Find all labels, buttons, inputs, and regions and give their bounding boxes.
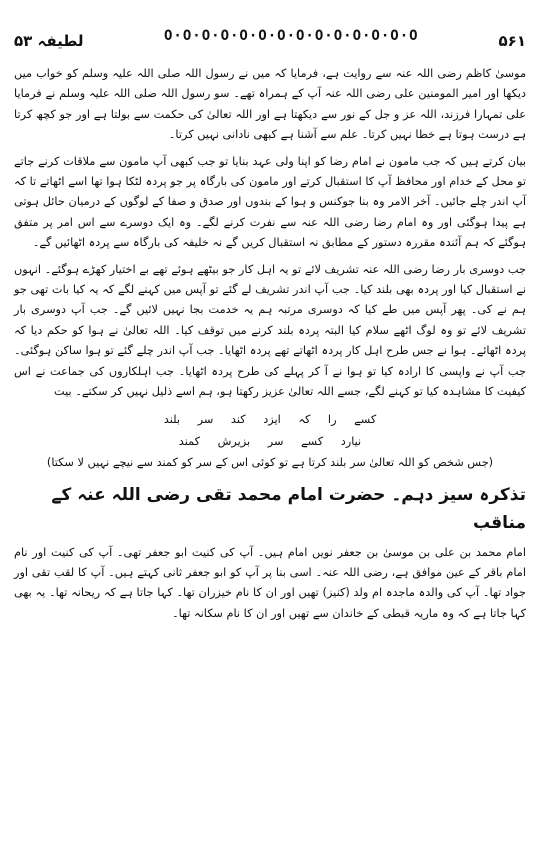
page-body [14, 64, 526, 630]
verse-line-1: کسے را کہ ایزد کند سر بلند [163, 412, 377, 426]
section-label: لطیفہ ۵۳ [14, 32, 84, 50]
persian-verse [14, 409, 526, 453]
paragraph-1: موسیٰ کاظم رضی اللہ عنہ سے روایت ہے، فرمایا کہ میں نے رسول اللہ صلی اللہ علیہ وسلم کو خواب میں دیکھا اور امیر المومنین علی رضی اللہ عنہ آپ کے ہمراہ تھے۔ سو رسول اللہ صلی اللہ علیہ وسلم نے فرمایا علی تمہارا فرزند، اللہ عز و جل کے نور سے دیکھتا ہے اور اللہ تعالیٰ کی حکمت سے بولتا ہے اور جو کچھ کرتا ہے درست ہوتا ہے خطا نہیں کرتا۔ علم سے آشنا ہے کبھی نادانی نہیں کرتا۔ [14, 67, 526, 142]
chapter-heading: تذکرہ سیز دہم۔ حضرت امام محمد تقی رضی اللہ عنہ کے مناقب [51, 484, 526, 533]
closing-paragraph: امام محمد بن علی بن موسیٰ بن جعفر نویں امام ہیں۔ آپ کی کنیت ابو جعفر تھی۔ آپ کی کنیت اور نام امام باقر کے عین موافق ہے، رضی اللہ عنہ۔ اسی بنا پر آپ کو ابو جعفر ثانی کہتے ہیں۔ آپ کا لقب تقی اور جواد تھا۔ آپ کی والدہ ماجدہ ام ولد (کنیز) تھیں اور ان کا نام خیزران تھا۔ کہا جاتا ہے کہ ریحانہ تھا۔ یہ بھی کہا جاتا ہے کہ وہ ماریہ قبطی کے خاندان سے تھیں اور ان کا نام سکانہ تھا۔ [14, 545, 526, 620]
verse-line-2: نیارد کسے سر بزیرش کمند [178, 434, 362, 448]
paragraph-3: جب دوسری بار رضا رضی اللہ عنہ تشریف لائے تو یہ اہل کار جو بیٹھے ہوئے تھے بے اختیار کھڑے ہوگئے۔ انہوں نے استقبال کیا اور پردہ بھی بلند کیا۔ جب آپ اندر تشریف لے گئے تو آپس میں کہنے لگے کہ یہ کیا بات تھی جو ہم نے کی۔ پھر آپس میں طے کیا کہ دوسری مرتبہ ہم یہ خدمت بجا نہیں لائیں گے۔ جب آپ دوسری بار تشریف لائے تو وہ لوگ اٹھے سلام کیا البتہ پردہ بلند کرنے میں توقف کیا۔ اللہ تعالیٰ نے ہوا کو حکم دیا کہ پردہ اٹھائے۔ ہوا نے جس طرح اہل کار پردہ اٹھاتے تھے پردہ اٹھایا۔ جب آپ اندر چلے گئے تو ہوا ساکن ہوگئی۔ جب آپ نے واپسی کا ارادہ کیا تو ہوا نے آ کر پہلے کی طرح پردہ اٹھایا۔ جب اہلکاروں کی جماعت نے اس کیفیت کا مشاہدہ کیا تو کہنے لگے، جسے اللہ تعالیٰ عزیز رکھتا ہو، ہم اسے ذلیل نہیں کر سکتے۔ بیت [14, 262, 526, 399]
page-number: ۵۶۱ [498, 32, 526, 50]
header-ornament: O·O·O·O·O·O·O·O·O·O·O·O·O·O [164, 28, 419, 44]
page-header [14, 28, 526, 58]
verse-translation: (جس شخص کو اللہ تعالیٰ سر بلند کرتا ہے تو کوئی اس کے سر کو کمند سے نیچے نہیں لا سکتا) [46, 455, 494, 469]
paragraph-2: بیان کرتے ہیں کہ جب مامون نے امام رضا کو اپنا ولی عہد بنایا تو جب کبھی آپ مامون سے ملاقات کرنے جاتے تو محل کے خدام اور محافظ آپ کا استقبال کرتے اور مامون کی بارگاہ پر جو پردہ لٹکا ہوا تھا اسے اٹھاتے تا کہ آپ اندر چلے جائیں۔ آخر الامر وہ بنا جوکنس و ہوا کے بندوں اور صدق و صفا کے لوگوں کے درمیان حائل ہوتی ہے پیدا ہوگئی اور وہ امام رضا رضی اللہ عنہ سے نفرت کرنے لگے۔ وہ ایک دوسرے سے اس امر پر متفق ہوگئے کہ ہم آئندہ مقررہ دستور کے مطابق نہ استقبال کریں گے نہ خلیفہ کی بارگاہ سے پردہ اٹھائیں گے۔ [14, 154, 526, 250]
